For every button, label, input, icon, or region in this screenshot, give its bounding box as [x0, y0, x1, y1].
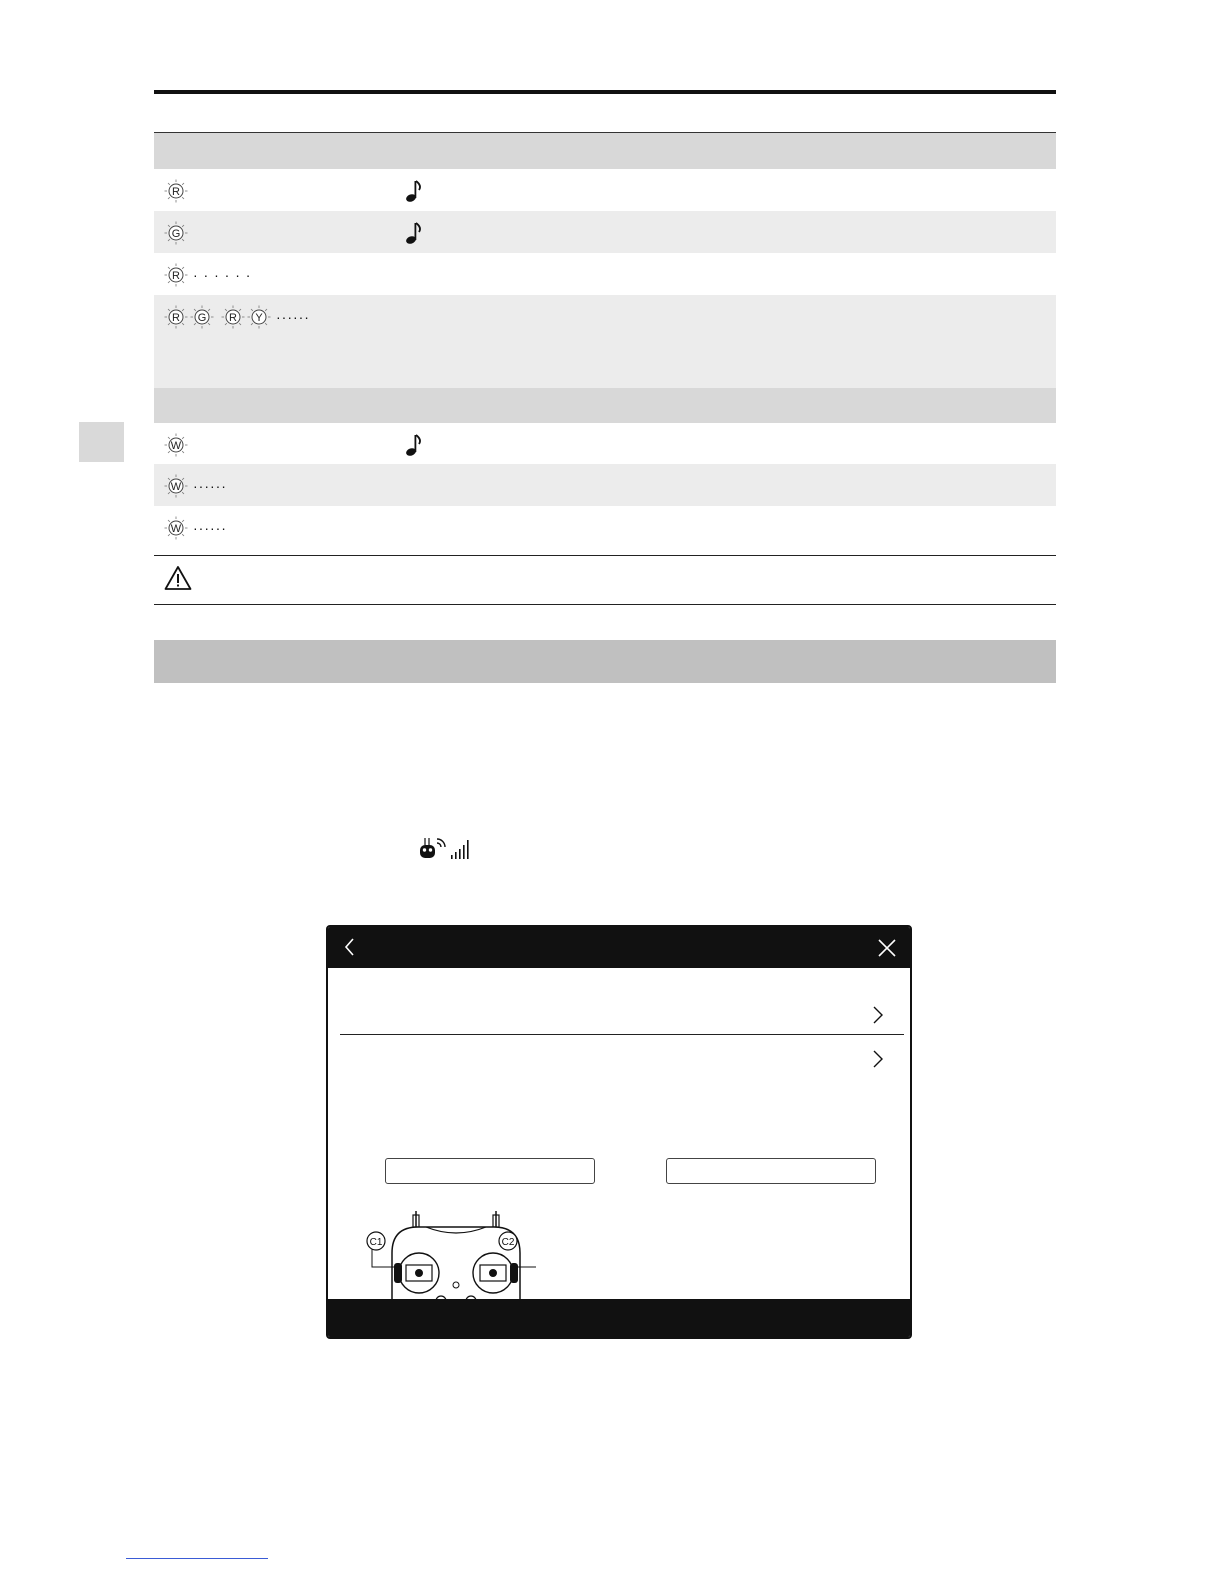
svg-text:G: G	[171, 228, 181, 240]
led-sequence	[164, 221, 188, 245]
led-white-blink-icon	[164, 516, 188, 540]
app-footer-bar	[328, 1299, 910, 1337]
c2-label: C2	[501, 1237, 515, 1248]
led-yellow-blink-icon	[247, 305, 271, 329]
svg-text:W: W	[170, 481, 182, 493]
led-red-blink-icon	[221, 305, 245, 329]
led-sequence	[164, 179, 188, 203]
svg-text:W: W	[170, 440, 182, 452]
menu-divider	[340, 1034, 904, 1035]
table-row	[154, 253, 1056, 295]
led-white-blink-icon	[164, 474, 188, 498]
repeat-dots: ······	[276, 309, 310, 325]
table-header-row	[154, 388, 1056, 423]
svg-text:W: W	[170, 523, 182, 535]
chevron-right-icon	[872, 1005, 884, 1025]
led-red-blink-icon	[164, 263, 188, 287]
caution-bottom-rule	[154, 604, 1056, 605]
led-sequence	[164, 263, 251, 287]
caution-top-rule	[154, 555, 1056, 556]
svg-text:R: R	[172, 186, 180, 198]
beep-note-icon	[404, 433, 424, 457]
app-screen	[326, 925, 912, 1339]
table-row	[154, 423, 1056, 464]
menu-item[interactable]	[340, 999, 902, 1033]
table-row	[154, 506, 1056, 548]
led-sequence	[164, 474, 227, 498]
c1-label: C1	[369, 1237, 383, 1248]
led-green-blink-icon	[190, 305, 214, 329]
led-sequence	[164, 305, 310, 329]
svg-text:R: R	[172, 312, 180, 324]
repeat-dots: · · · · · ·	[193, 267, 252, 283]
table-row	[154, 169, 1056, 211]
app-header-bar	[328, 927, 910, 968]
footer-link-underline[interactable]	[126, 1558, 268, 1559]
svg-text:G: G	[197, 312, 207, 324]
section-heading-bar	[154, 640, 1056, 683]
rc-signal-icon	[418, 836, 476, 862]
led-green-blink-icon	[164, 221, 188, 245]
chapter-side-tab	[79, 422, 124, 462]
right-button[interactable]	[666, 1158, 876, 1184]
repeat-dots: ······	[193, 520, 227, 536]
chevron-right-icon	[872, 1049, 884, 1069]
table-row	[154, 211, 1056, 253]
back-icon[interactable]	[342, 937, 358, 957]
beep-note-icon	[404, 179, 424, 203]
menu-item[interactable]	[340, 1043, 902, 1077]
left-button[interactable]	[385, 1158, 595, 1184]
table-header-row	[154, 132, 1056, 169]
svg-text:Y: Y	[255, 312, 263, 324]
close-icon[interactable]	[876, 937, 898, 959]
led-sequence	[164, 433, 188, 457]
table-row	[154, 464, 1056, 506]
beep-note-icon	[404, 221, 424, 245]
led-white-blink-icon	[164, 433, 188, 457]
remote-controller-illustration	[356, 1205, 536, 1305]
top-rule	[154, 90, 1056, 94]
led-red-blink-icon	[164, 305, 188, 329]
led-red-blink-icon	[164, 179, 188, 203]
table-top-rule	[154, 132, 1056, 133]
warning-icon	[164, 565, 192, 591]
repeat-dots: ······	[193, 478, 227, 494]
svg-text:R: R	[229, 312, 237, 324]
led-sequence	[164, 516, 227, 540]
svg-text:R: R	[172, 270, 180, 282]
table-row	[154, 295, 1056, 388]
